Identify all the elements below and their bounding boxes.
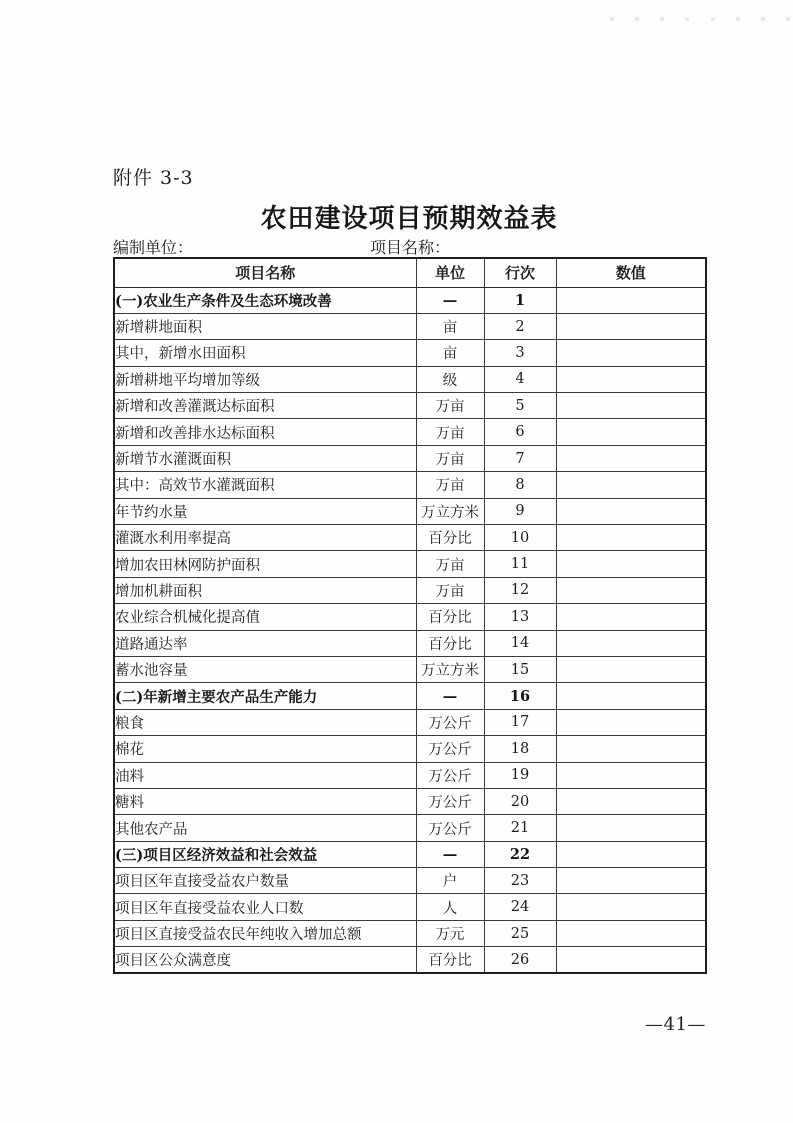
row-value-cell (556, 366, 706, 392)
prepared-by-label: 编制单位： (113, 238, 194, 257)
table-row (114, 445, 706, 471)
row-unit: 万亩 (416, 445, 484, 471)
table-row (114, 340, 706, 366)
row-unit: 亩 (416, 340, 484, 366)
row-item-name: 新增和改善排水达标面积 (114, 419, 416, 445)
table-row (114, 551, 706, 577)
row-line-number: 20 (484, 788, 556, 814)
row-line-number: 2 (484, 313, 556, 339)
meta-row (113, 235, 705, 257)
row-value-cell (556, 445, 706, 471)
table-row (114, 472, 706, 498)
row-value-cell (556, 498, 706, 524)
table-header-row (114, 258, 706, 287)
row-unit: 万立方米 (416, 498, 484, 524)
table-row (114, 525, 706, 551)
row-value-cell (556, 868, 706, 894)
table-row (114, 577, 706, 603)
row-value-cell (556, 656, 706, 682)
row-line-number: 17 (484, 709, 556, 735)
row-item-name: (一)农业生产条件及生态环境改善 (114, 287, 416, 313)
row-unit: 万公斤 (416, 815, 484, 841)
row-item-name: 项目区公众满意度 (114, 947, 416, 973)
row-line-number: 22 (484, 841, 556, 867)
row-line-number: 12 (484, 577, 556, 603)
project-name-label: 项目名称： (370, 238, 451, 257)
row-value-cell (556, 736, 706, 762)
table-row (114, 287, 706, 313)
row-line-number: 23 (484, 868, 556, 894)
row-line-number: 6 (484, 419, 556, 445)
row-unit: 万亩 (416, 551, 484, 577)
row-item-name: 新增耕地平均增加等级 (114, 366, 416, 392)
row-unit: 万亩 (416, 419, 484, 445)
table-header (114, 258, 706, 287)
row-item-name: 项目区直接受益农民年纯收入增加总额 (114, 920, 416, 946)
table-body (114, 287, 706, 973)
row-value-cell (556, 630, 706, 656)
row-value-cell (556, 762, 706, 788)
row-line-number: 14 (484, 630, 556, 656)
row-unit: — (416, 287, 484, 313)
row-line-number: 13 (484, 604, 556, 630)
table-row (114, 815, 706, 841)
row-line-number: 1 (484, 287, 556, 313)
table-row (114, 762, 706, 788)
row-line-number: 25 (484, 920, 556, 946)
page-title: 农田建设项目预期效益表 (260, 204, 558, 234)
row-unit: 户 (416, 868, 484, 894)
table-row (114, 920, 706, 946)
row-unit: 级 (416, 366, 484, 392)
row-unit: 万亩 (416, 577, 484, 603)
row-unit: 万立方米 (416, 656, 484, 682)
row-unit: — (416, 841, 484, 867)
row-line-number: 4 (484, 366, 556, 392)
row-value-cell (556, 920, 706, 946)
row-line-number: 24 (484, 894, 556, 920)
row-line-number: 11 (484, 551, 556, 577)
scan-artifact-dots (610, 14, 790, 24)
row-item-name: (二)年新增主要农产品生产能力 (114, 683, 416, 709)
row-unit: 亩 (416, 313, 484, 339)
row-item-name: 其中：高效节水灌溉面积 (114, 472, 416, 498)
row-item-name: (三)项目区经济效益和社会效益 (114, 841, 416, 867)
table-row (114, 630, 706, 656)
column-header-line-number: 行次 (484, 258, 556, 287)
table-row (114, 604, 706, 630)
table-row (114, 313, 706, 339)
table-row (114, 393, 706, 419)
row-value-cell (556, 577, 706, 603)
row-item-name: 年节约水量 (114, 498, 416, 524)
row-line-number: 21 (484, 815, 556, 841)
row-value-cell (556, 841, 706, 867)
table-row (114, 841, 706, 867)
row-value-cell (556, 788, 706, 814)
row-line-number: 19 (484, 762, 556, 788)
row-value-cell (556, 340, 706, 366)
row-value-cell (556, 815, 706, 841)
row-line-number: 26 (484, 947, 556, 973)
row-item-name: 灌溉水利用率提高 (114, 525, 416, 551)
table-row (114, 894, 706, 920)
column-header-unit: 单位 (416, 258, 484, 287)
row-value-cell (556, 472, 706, 498)
row-value-cell (556, 551, 706, 577)
row-line-number: 9 (484, 498, 556, 524)
table-row (114, 868, 706, 894)
table-row (114, 419, 706, 445)
row-unit: 万公斤 (416, 762, 484, 788)
table-row (114, 366, 706, 392)
row-value-cell (556, 287, 706, 313)
row-unit: 百分比 (416, 947, 484, 973)
row-item-name: 农业综合机械化提高值 (114, 604, 416, 630)
row-item-name: 项目区年直接受益农业人口数 (114, 894, 416, 920)
row-unit: 万公斤 (416, 788, 484, 814)
row-unit: 百分比 (416, 525, 484, 551)
table-row (114, 709, 706, 735)
row-item-name: 新增耕地面积 (114, 313, 416, 339)
row-value-cell (556, 683, 706, 709)
table-row (114, 498, 706, 524)
row-value-cell (556, 313, 706, 339)
row-unit: 百分比 (416, 604, 484, 630)
row-line-number: 15 (484, 656, 556, 682)
row-item-name: 粮食 (114, 709, 416, 735)
row-unit: — (416, 683, 484, 709)
row-item-name: 其他农产品 (114, 815, 416, 841)
column-header-value: 数值 (556, 258, 706, 287)
row-value-cell (556, 604, 706, 630)
row-value-cell (556, 419, 706, 445)
benefit-table (113, 257, 707, 974)
row-unit: 万元 (416, 920, 484, 946)
table-row (114, 683, 706, 709)
table-row (114, 736, 706, 762)
row-value-cell (556, 947, 706, 973)
row-line-number: 8 (484, 472, 556, 498)
row-item-name: 增加机耕面积 (114, 577, 416, 603)
attachment-label: 附件 3-3 (113, 167, 194, 189)
row-line-number: 3 (484, 340, 556, 366)
row-unit: 人 (416, 894, 484, 920)
row-value-cell (556, 709, 706, 735)
row-value-cell (556, 525, 706, 551)
row-unit: 万公斤 (416, 709, 484, 735)
row-item-name: 道路通达率 (114, 630, 416, 656)
row-unit: 万亩 (416, 472, 484, 498)
row-item-name: 蓄水池容量 (114, 656, 416, 682)
row-item-name: 糖料 (114, 788, 416, 814)
row-line-number: 7 (484, 445, 556, 471)
table-row (114, 788, 706, 814)
row-unit: 万公斤 (416, 736, 484, 762)
row-item-name: 棉花 (114, 736, 416, 762)
row-item-name: 增加农田林网防护面积 (114, 551, 416, 577)
column-header-item-name: 项目名称 (114, 258, 416, 287)
row-line-number: 10 (484, 525, 556, 551)
row-item-name: 新增和改善灌溉达标面积 (114, 393, 416, 419)
row-item-name: 新增节水灌溉面积 (114, 445, 416, 471)
row-unit: 万亩 (416, 393, 484, 419)
row-value-cell (556, 894, 706, 920)
row-line-number: 18 (484, 736, 556, 762)
table-row (114, 656, 706, 682)
page-number: —41— (645, 1014, 706, 1035)
row-line-number: 16 (484, 683, 556, 709)
row-unit: 百分比 (416, 630, 484, 656)
row-line-number: 5 (484, 393, 556, 419)
row-item-name: 项目区年直接受益农户数量 (114, 868, 416, 894)
row-value-cell (556, 393, 706, 419)
table-row (114, 947, 706, 973)
row-item-name: 其中，新增水田面积 (114, 340, 416, 366)
row-item-name: 油料 (114, 762, 416, 788)
